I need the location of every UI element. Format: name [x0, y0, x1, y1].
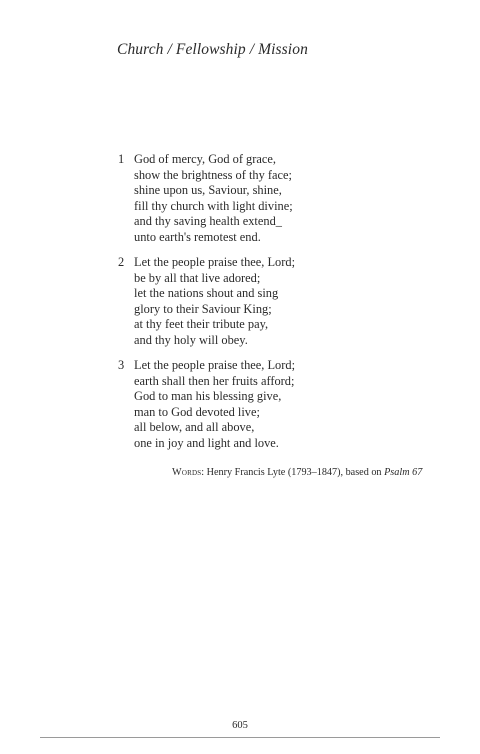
verse-line: Let the people praise thee, Lord; [134, 255, 296, 269]
verse-lines [134, 255, 295, 348]
verse-lines [134, 358, 295, 451]
page-number: 605 [232, 720, 248, 731]
verse-line: God of mercy, God of grace, [134, 152, 276, 166]
verse-number: 1 [118, 152, 125, 166]
verse-number: 3 [118, 358, 125, 372]
verse-1 [118, 152, 418, 245]
verse-line: at thy feet their tribute pay, [134, 317, 269, 331]
verse-line: be by all that live adored; [134, 270, 261, 285]
footer-rule [40, 737, 440, 738]
verse-line: all below, and all above, [134, 420, 255, 434]
verse-number: 2 [118, 255, 125, 269]
verse-line: earth shall then her fruits afford; [134, 373, 295, 388]
section-title: Church / Fellowship / Mission [117, 41, 308, 58]
verse-line: unto earth's remotest end. [134, 229, 261, 244]
verse-3 [118, 358, 418, 451]
verse-line: man to God devoted live; [134, 404, 260, 419]
verse-line: let the nations shout and sing [134, 286, 279, 300]
verse-line: show the brightness of thy face; [134, 167, 292, 182]
verse-line: and thy holy will obey. [134, 332, 248, 347]
credit-label: Words [172, 467, 202, 478]
verse-line: one in joy and light and love. [134, 435, 279, 450]
credit-source: Psalm 67 [384, 467, 423, 478]
verse-line: fill thy church with light divine; [134, 198, 293, 213]
verse-line: Let the people praise thee, Lord; [134, 358, 296, 372]
words-credit [172, 467, 422, 478]
credit-author: : Henry Francis Lyte (1793–1847), based on [201, 467, 385, 478]
verse-lines [134, 152, 293, 245]
verse-line: and thy saving health extend_ [134, 214, 282, 228]
verse-line: glory to their Saviour King; [134, 301, 272, 316]
hymn-verses [118, 152, 418, 461]
verse-2 [118, 255, 418, 348]
verse-line: shine upon us, Saviour, shine, [134, 183, 282, 197]
verse-line: God to man his blessing give, [134, 389, 282, 403]
